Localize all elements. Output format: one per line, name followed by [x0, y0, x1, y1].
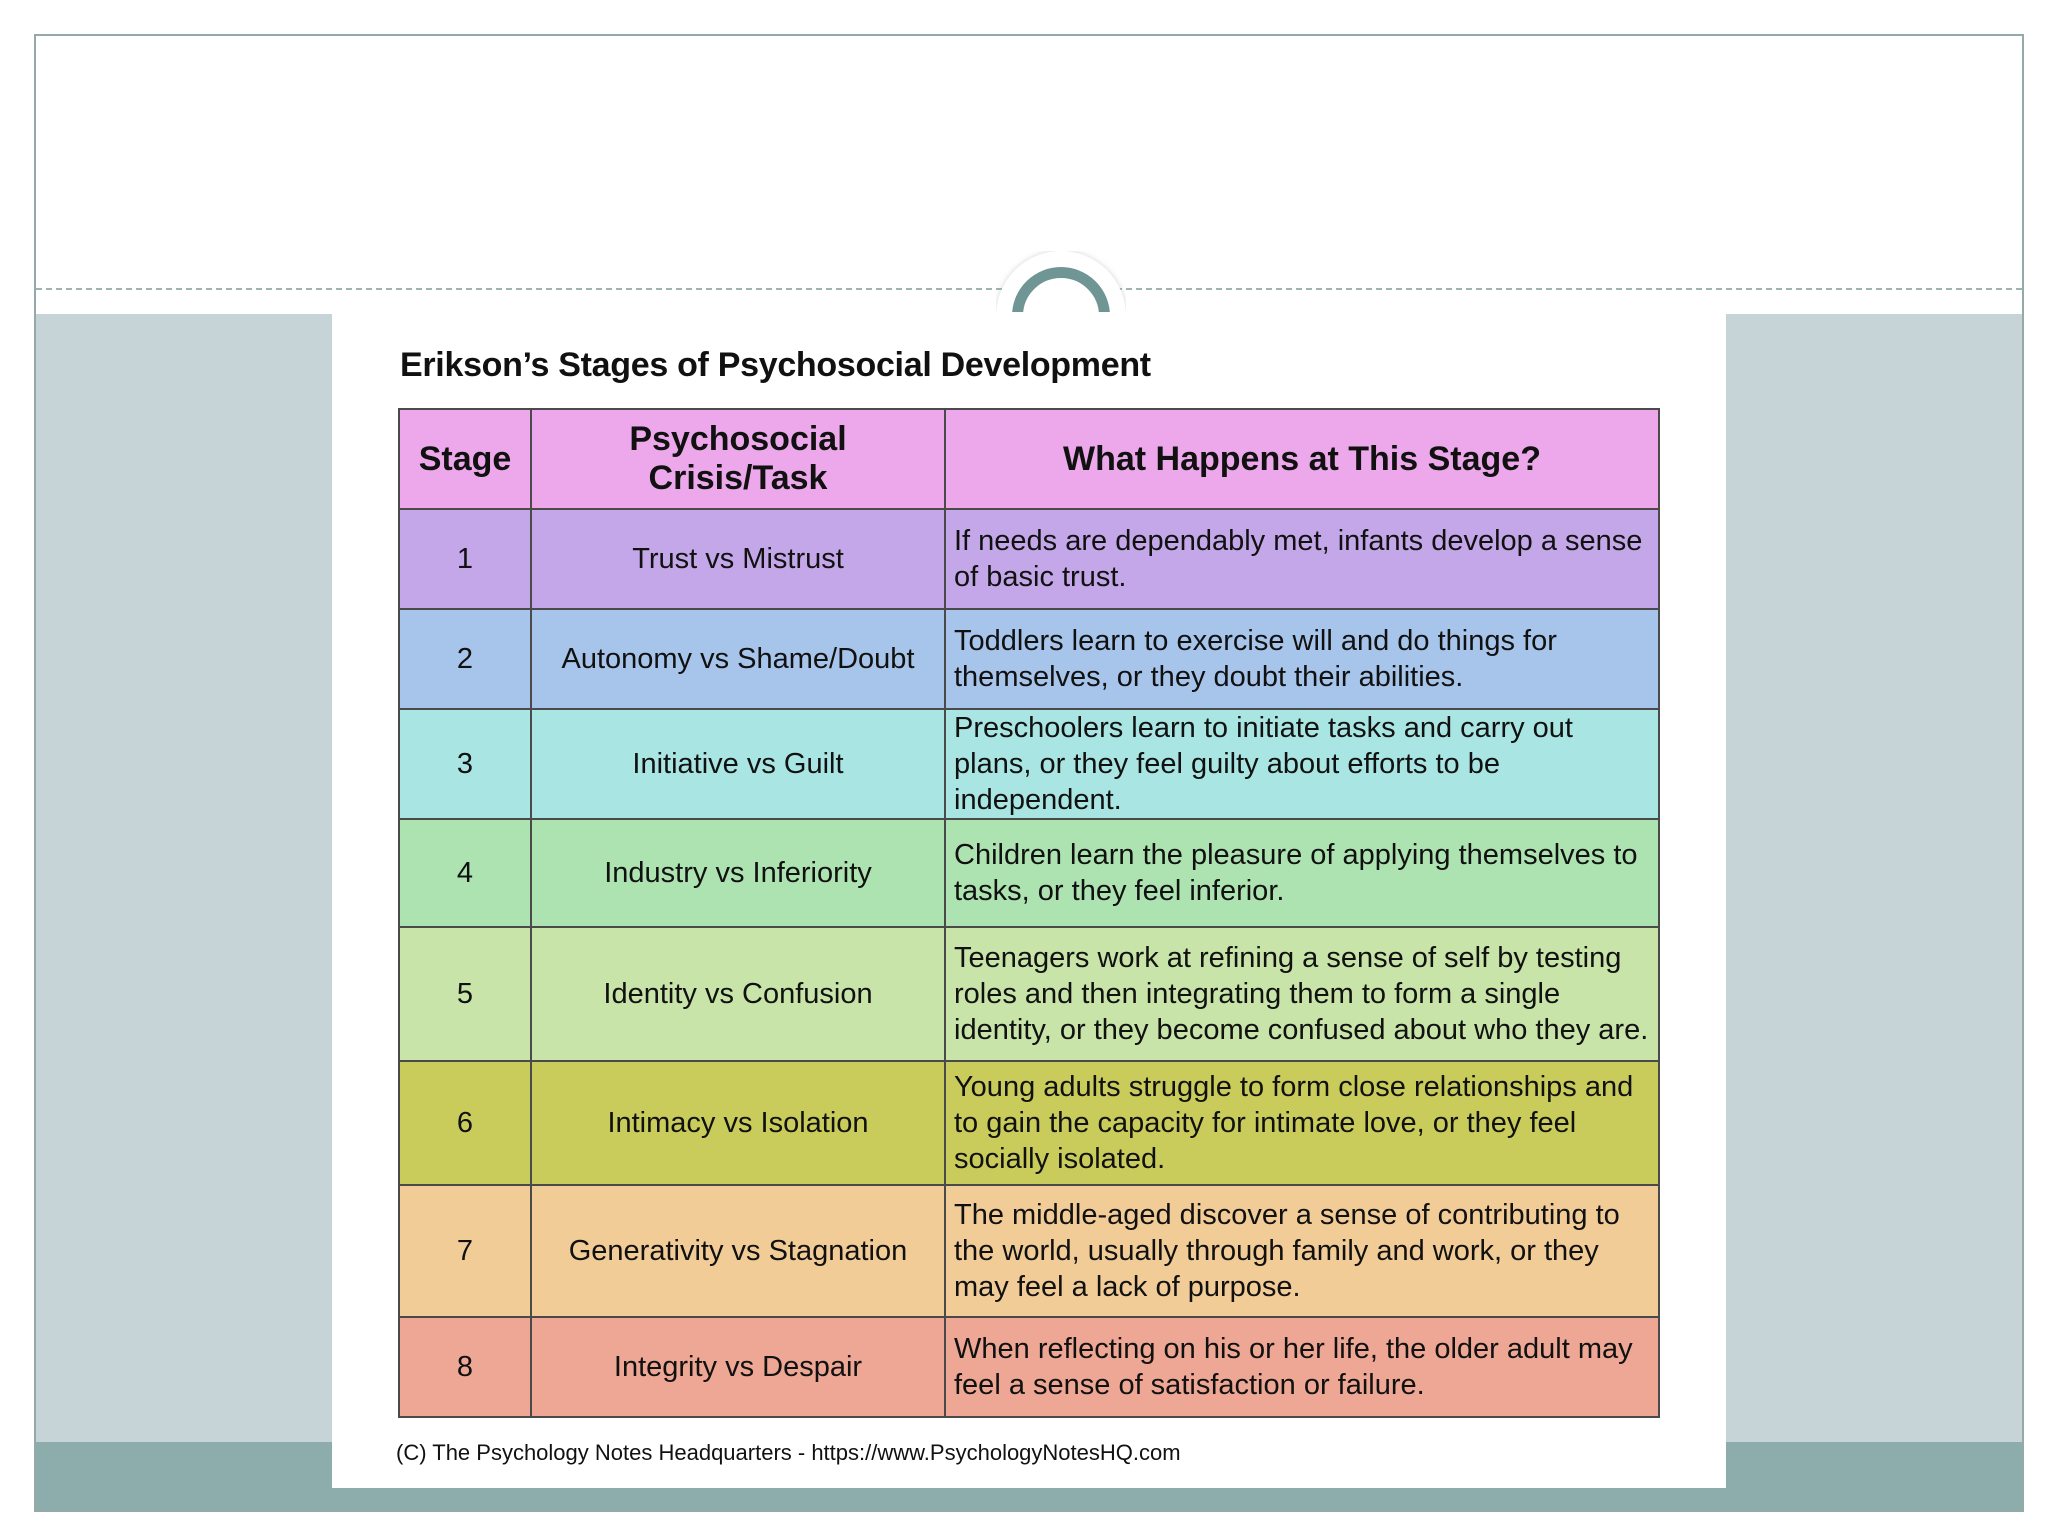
stage-crisis: Initiative vs Guilt: [531, 709, 945, 819]
stage-description: Teenagers work at refining a sense of self by testing roles and then integrating them to form a single identity, or they become confused about who they are.: [945, 927, 1659, 1061]
stage-description: Toddlers learn to exercise will and do things for themselves, or they doubt their abilities.: [945, 609, 1659, 709]
stage-crisis: Trust vs Mistrust: [531, 509, 945, 609]
stage-crisis: Industry vs Inferiority: [531, 819, 945, 927]
header-crisis: Psychosocial Crisis/Task: [531, 409, 945, 509]
stages-table: [398, 408, 1660, 1418]
stage-description: When reflecting on his or her life, the older adult may feel a sense of satisfaction or failure.: [945, 1317, 1659, 1417]
stage-crisis: Generativity vs Stagnation: [531, 1185, 945, 1317]
header-stage: Stage: [399, 409, 531, 509]
stage-number: 5: [399, 927, 531, 1061]
stage-number: 1: [399, 509, 531, 609]
table-row: [399, 927, 1659, 1061]
stage-description: The middle-aged discover a sense of contributing to the world, usually through family and work, or they may feel a lack of purpose.: [945, 1185, 1659, 1317]
stage-crisis: Autonomy vs Shame/Doubt: [531, 609, 945, 709]
stage-number: 3: [399, 709, 531, 819]
stage-description: If needs are dependably met, infants develop a sense of basic trust.: [945, 509, 1659, 609]
stage-number: 6: [399, 1061, 531, 1185]
stage-description: Young adults struggle to form close relationships and to gain the capacity for intimate love, or they feel socially isolated.: [945, 1061, 1659, 1185]
stage-crisis: Identity vs Confusion: [531, 927, 945, 1061]
table-row: [399, 709, 1659, 819]
header-description: What Happens at This Stage?: [945, 409, 1659, 509]
table-row: [399, 1317, 1659, 1417]
table-row: [399, 819, 1659, 927]
source-credit: (C) The Psychology Notes Headquarters - https://www.PsychologyNotesHQ.com: [396, 1440, 1181, 1465]
stage-number: 7: [399, 1185, 531, 1317]
stage-crisis: Intimacy vs Isolation: [531, 1061, 945, 1185]
table-title: Erikson’s Stages of Psychosocial Development: [400, 346, 1151, 384]
stage-description: Preschoolers learn to initiate tasks and carry out plans, or they feel guilty about efforts to be independent.: [945, 709, 1659, 819]
content-image: [332, 312, 1726, 1488]
table-row: [399, 609, 1659, 709]
table-header-row: [399, 409, 1659, 509]
stage-number: 4: [399, 819, 531, 927]
stage-description: Children learn the pleasure of applying themselves to tasks, or they feel inferior.: [945, 819, 1659, 927]
stage-number: 8: [399, 1317, 531, 1417]
stage-number: 2: [399, 609, 531, 709]
stage-crisis: Integrity vs Despair: [531, 1317, 945, 1417]
table-row: [399, 509, 1659, 609]
table-row: [399, 1185, 1659, 1317]
table-row: [399, 1061, 1659, 1185]
